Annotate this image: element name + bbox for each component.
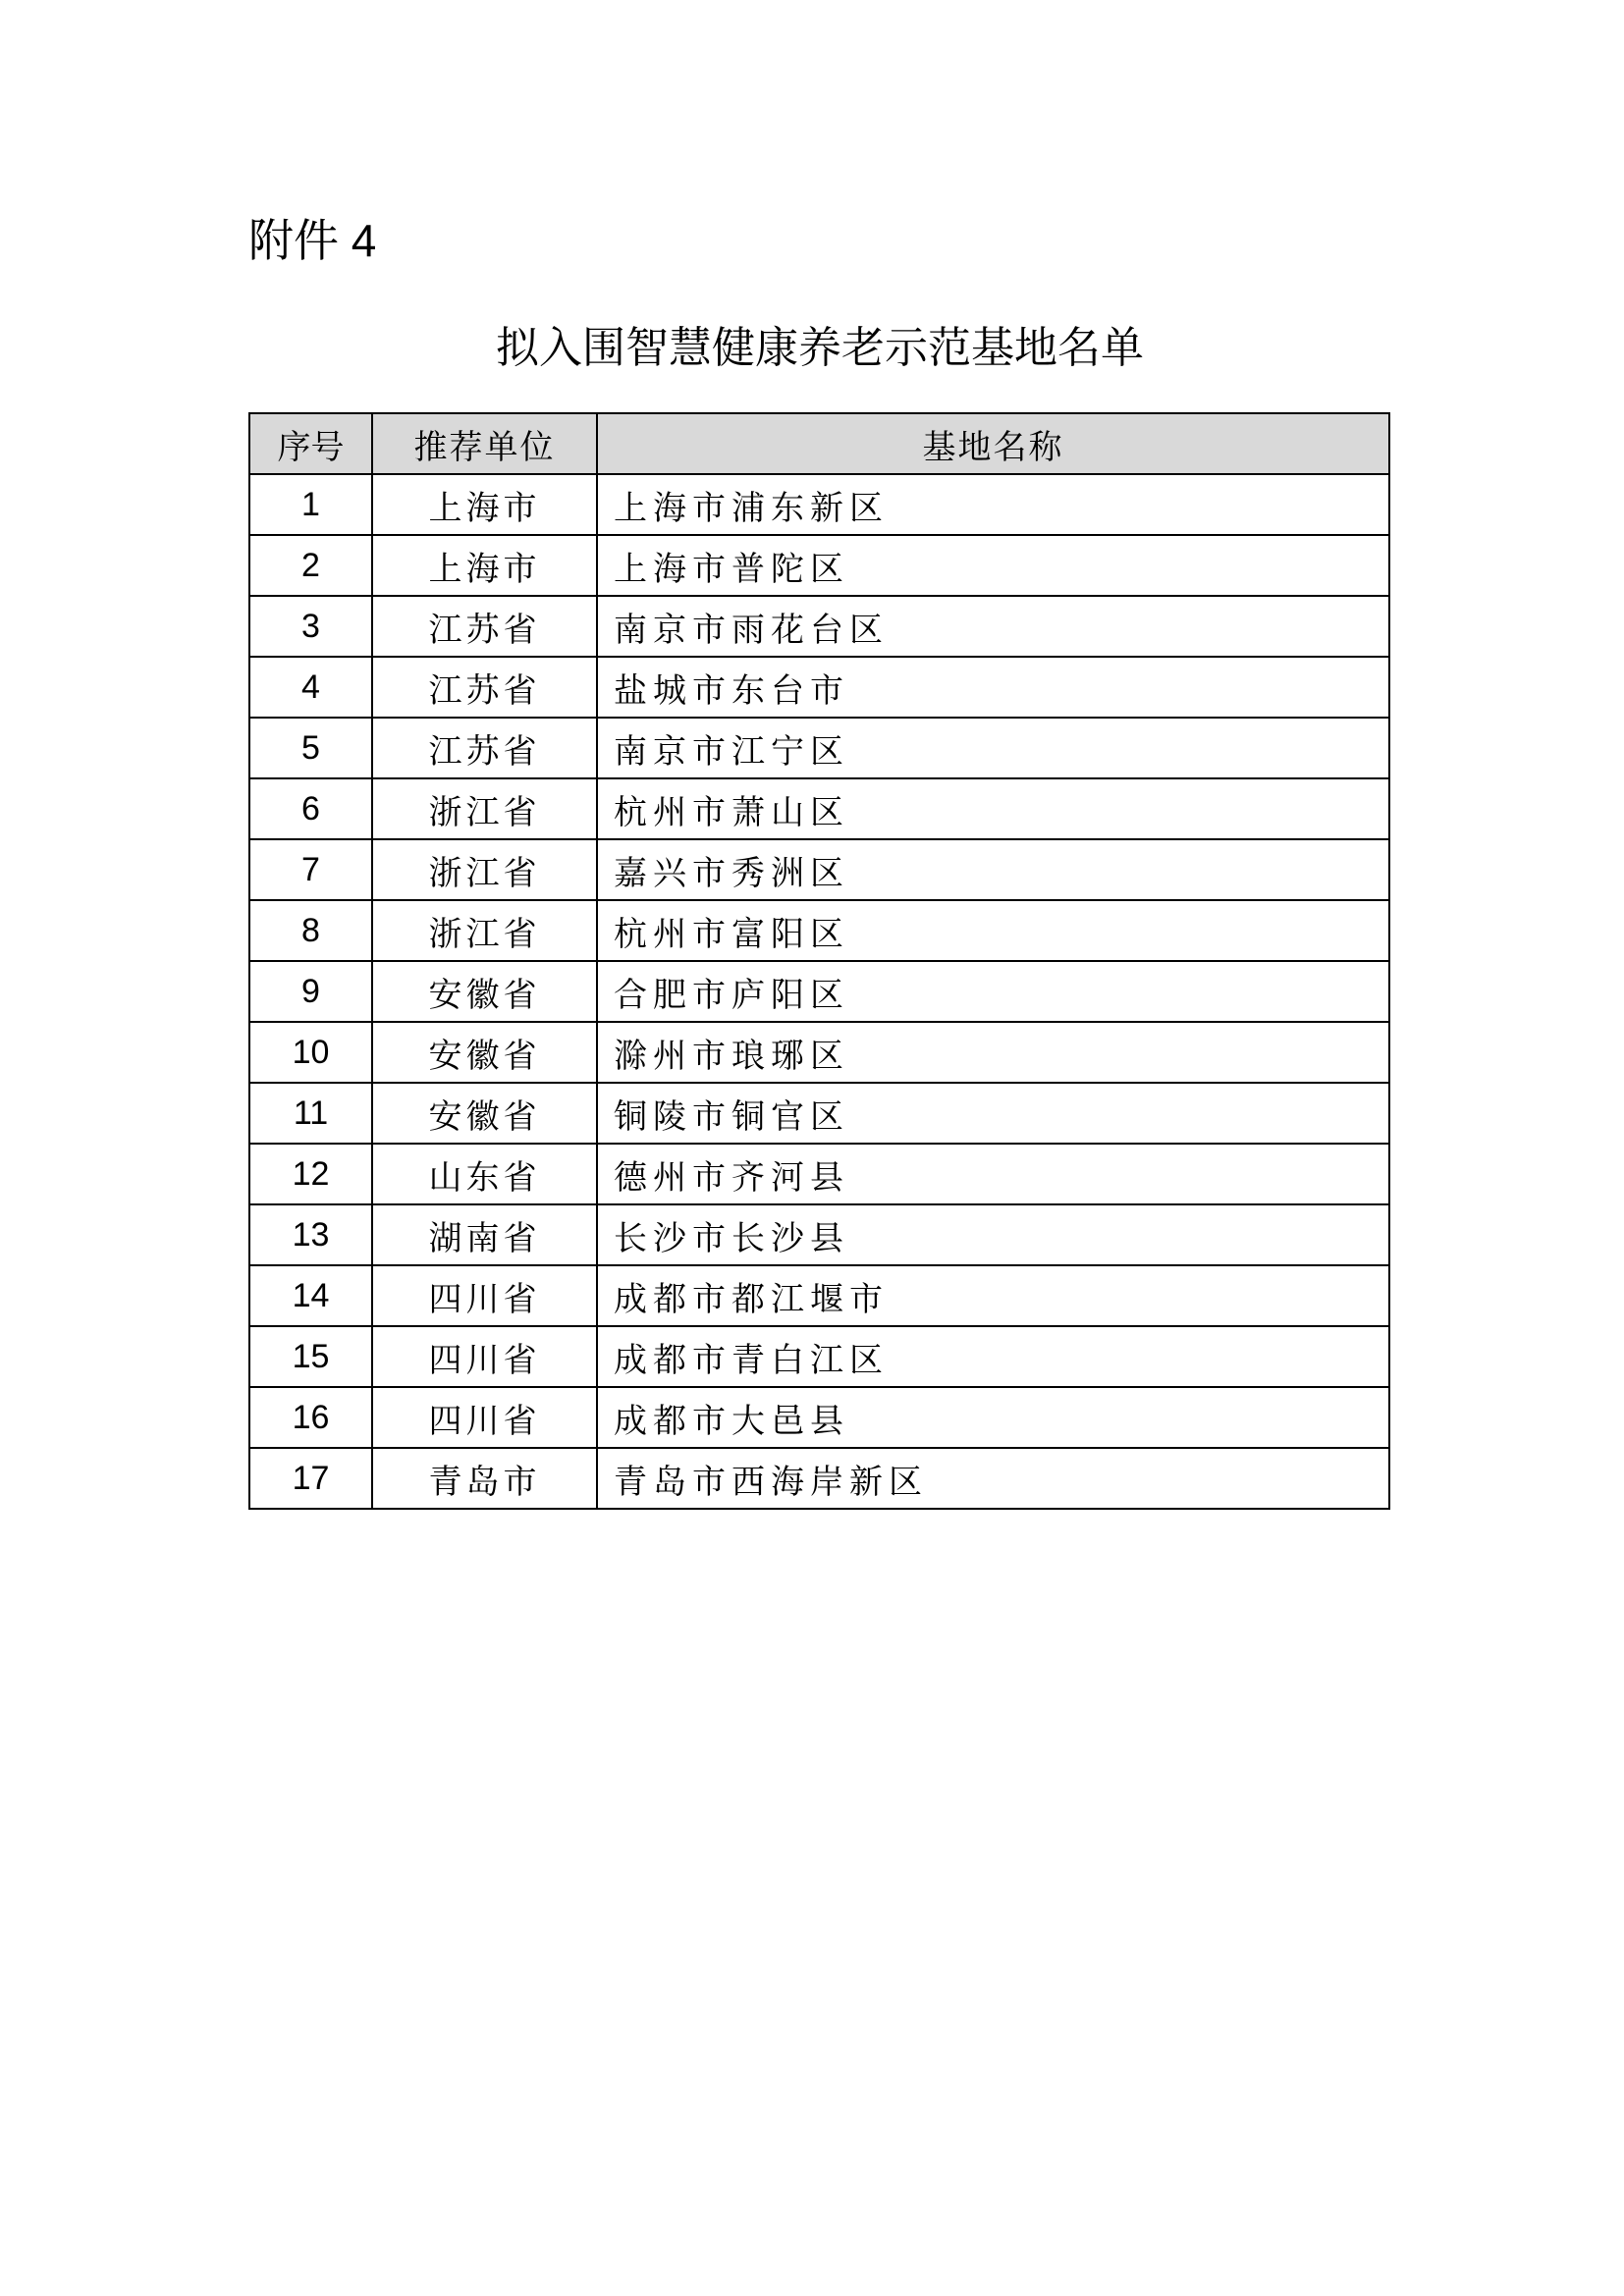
cell-base-name: 上海市普陀区	[597, 535, 1389, 596]
cell-base-name: 南京市江宁区	[597, 718, 1389, 778]
cell-base-name: 杭州市萧山区	[597, 778, 1389, 839]
cell-index: 8	[249, 900, 372, 961]
cell-recommending-unit: 江苏省	[372, 657, 597, 718]
table-row	[249, 839, 1389, 900]
cell-base-name: 成都市大邑县	[597, 1387, 1389, 1448]
cell-index: 16	[249, 1387, 372, 1448]
cell-recommending-unit: 浙江省	[372, 839, 597, 900]
cell-index: 13	[249, 1204, 372, 1265]
table-row	[249, 1083, 1389, 1144]
table-row	[249, 778, 1389, 839]
table-row	[249, 1022, 1389, 1083]
cell-base-name: 南京市雨花台区	[597, 596, 1389, 657]
cell-index: 12	[249, 1144, 372, 1204]
table-row	[249, 1387, 1389, 1448]
table-row	[249, 1448, 1389, 1509]
attachment-label: 附件 4	[248, 215, 377, 266]
cell-recommending-unit: 上海市	[372, 474, 597, 535]
cell-index: 1	[249, 474, 372, 535]
cell-base-name: 青岛市西海岸新区	[597, 1448, 1389, 1509]
cell-recommending-unit: 青岛市	[372, 1448, 597, 1509]
base-list-table	[248, 412, 1390, 1510]
cell-base-name: 嘉兴市秀洲区	[597, 839, 1389, 900]
table-row	[249, 1144, 1389, 1204]
cell-recommending-unit: 安徽省	[372, 961, 597, 1022]
cell-index: 5	[249, 718, 372, 778]
table-header-row	[249, 413, 1389, 474]
cell-recommending-unit: 安徽省	[372, 1022, 597, 1083]
cell-base-name: 成都市都江堰市	[597, 1265, 1389, 1326]
table-row	[249, 474, 1389, 535]
table-row	[249, 900, 1389, 961]
cell-base-name: 合肥市庐阳区	[597, 961, 1389, 1022]
cell-base-name: 上海市浦东新区	[597, 474, 1389, 535]
cell-base-name: 盐城市东台市	[597, 657, 1389, 718]
cell-index: 11	[249, 1083, 372, 1144]
cell-base-name: 成都市青白江区	[597, 1326, 1389, 1387]
cell-index: 7	[249, 839, 372, 900]
cell-index: 3	[249, 596, 372, 657]
table-row	[249, 1326, 1389, 1387]
table-row	[249, 1204, 1389, 1265]
cell-base-name: 铜陵市铜官区	[597, 1083, 1389, 1144]
cell-recommending-unit: 浙江省	[372, 778, 597, 839]
cell-base-name: 德州市齐河县	[597, 1144, 1389, 1204]
cell-recommending-unit: 山东省	[372, 1144, 597, 1204]
table-row	[249, 535, 1389, 596]
cell-base-name: 长沙市长沙县	[597, 1204, 1389, 1265]
header-index: 序号	[249, 413, 372, 474]
cell-index: 9	[249, 961, 372, 1022]
cell-index: 2	[249, 535, 372, 596]
cell-base-name: 滁州市琅琊区	[597, 1022, 1389, 1083]
cell-index: 14	[249, 1265, 372, 1326]
cell-recommending-unit: 四川省	[372, 1265, 597, 1326]
cell-base-name: 杭州市富阳区	[597, 900, 1389, 961]
table-row	[249, 596, 1389, 657]
cell-recommending-unit: 江苏省	[372, 718, 597, 778]
header-base-name: 基地名称	[597, 413, 1389, 474]
table-row	[249, 657, 1389, 718]
table-row	[249, 961, 1389, 1022]
cell-recommending-unit: 四川省	[372, 1326, 597, 1387]
header-recommending-unit: 推荐单位	[372, 413, 597, 474]
table-row	[249, 718, 1389, 778]
document-title: 拟入围智慧健康养老示范基地名单	[496, 324, 1144, 372]
cell-index: 15	[249, 1326, 372, 1387]
cell-index: 6	[249, 778, 372, 839]
cell-recommending-unit: 四川省	[372, 1387, 597, 1448]
cell-index: 10	[249, 1022, 372, 1083]
cell-recommending-unit: 湖南省	[372, 1204, 597, 1265]
cell-recommending-unit: 浙江省	[372, 900, 597, 961]
cell-recommending-unit: 上海市	[372, 535, 597, 596]
table-row	[249, 1265, 1389, 1326]
cell-recommending-unit: 江苏省	[372, 596, 597, 657]
cell-index: 17	[249, 1448, 372, 1509]
cell-recommending-unit: 安徽省	[372, 1083, 597, 1144]
cell-index: 4	[249, 657, 372, 718]
